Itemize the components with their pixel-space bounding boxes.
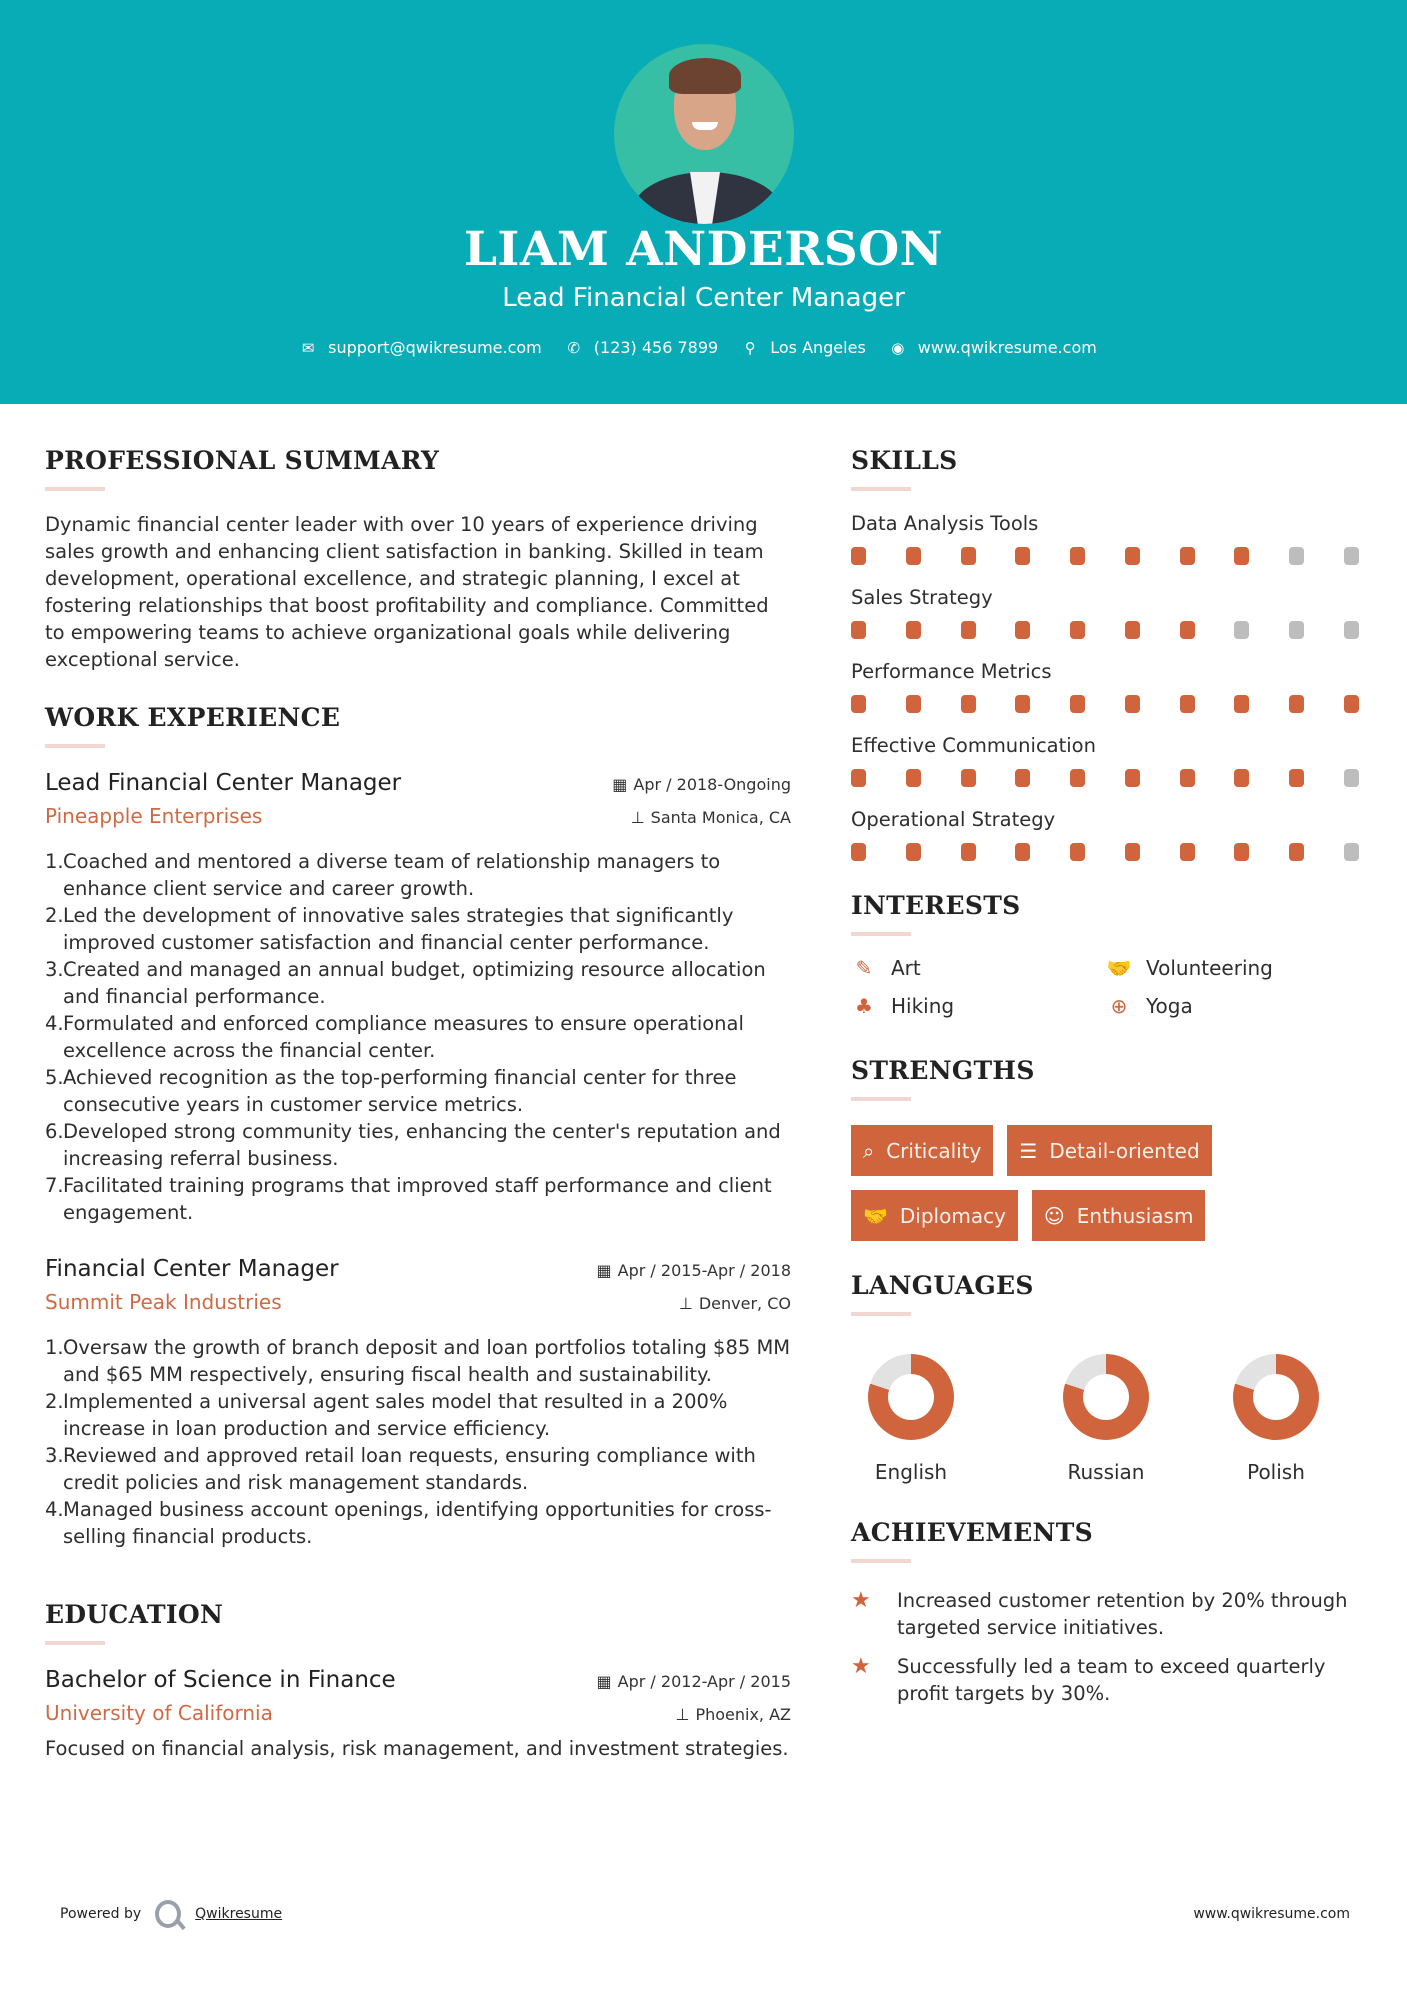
interests-list — [851, 956, 1366, 1018]
heading-underline — [45, 744, 105, 748]
skill-item — [851, 805, 1366, 879]
rating-dot — [1070, 843, 1085, 861]
job-title: Financial Center Manager — [45, 1256, 339, 1282]
skill-item — [851, 731, 1366, 805]
rating-dot — [1289, 843, 1304, 861]
skill-name: Sales Strategy — [851, 586, 993, 609]
bullet-item: 5. Achieved recognition as the top-performing financial center for three consecutive years in customer service metrics. — [45, 1066, 737, 1116]
heading-underline — [851, 1559, 911, 1563]
skills-section — [851, 446, 1366, 879]
rating-dot — [851, 695, 866, 713]
rating-dot — [1234, 843, 1249, 861]
right-column — [851, 446, 1366, 1719]
skill-name: Operational Strategy — [851, 808, 1056, 831]
globe-icon: ◉ — [891, 338, 905, 357]
footer-website[interactable]: www.qwikresume.com — [1193, 1906, 1350, 1922]
section-heading-skills: SKILLS — [851, 446, 958, 475]
envelope-icon: ✉ — [301, 338, 315, 357]
smile-icon: ☺ — [1043, 1203, 1065, 1228]
heading-underline — [45, 487, 105, 491]
bullet-item: 6. Developed strong community ties, enhancing the center's reputation and increasing referral business. — [45, 1120, 781, 1170]
section-heading-summary: PROFESSIONAL SUMMARY — [45, 446, 440, 475]
shooting-star-icon: ★ — [851, 1588, 871, 1613]
rating-dot — [906, 695, 921, 713]
map-marker-icon: ⚲ — [744, 338, 756, 357]
section-heading-languages: LANGUAGES — [851, 1271, 1034, 1300]
language-donut-chart — [1233, 1354, 1319, 1440]
section-heading-achievements: ACHIEVEMENTS — [851, 1518, 1093, 1547]
interest-item: 🤝 Volunteering — [1106, 956, 1273, 980]
bullet-item: 4. Managed business account openings, identifying opportunities for cross-selling financial products. — [45, 1498, 772, 1548]
language-item: Polish — [1191, 1354, 1361, 1484]
rating-dot — [1015, 769, 1030, 787]
skill-rating-dots — [851, 539, 1359, 583]
website-text: www.qwikresume.com — [917, 338, 1097, 357]
rating-dot — [1015, 621, 1030, 639]
rating-dot — [1180, 769, 1195, 787]
rating-dot — [1234, 695, 1249, 713]
rating-dot — [1125, 695, 1140, 713]
location-text: Los Angeles — [770, 338, 866, 357]
strength-tag: ☰ Detail-oriented — [1007, 1125, 1211, 1176]
bullet-item: 7. Facilitated training programs that improved staff performance and client engagement. — [45, 1174, 772, 1224]
section-heading-interests: INTERESTS — [851, 891, 1021, 920]
bullet-item: 2. Implemented a universal agent sales model that resulted in a 200% increase in loan production and service efficiency. — [45, 1390, 728, 1440]
rating-dot — [961, 843, 976, 861]
job-entry — [45, 1256, 791, 1550]
rating-dot — [1234, 769, 1249, 787]
rating-dot — [1344, 695, 1359, 713]
powered-by — [60, 1900, 282, 1928]
heading-underline — [851, 1312, 911, 1316]
summary-section — [45, 446, 791, 673]
contact-email[interactable] — [300, 338, 542, 357]
strength-tag: ⌕ Criticality — [851, 1125, 993, 1176]
contact-website[interactable] — [890, 338, 1097, 357]
rating-dot — [1344, 621, 1359, 639]
contact-bar — [0, 338, 1407, 357]
interest-item: ♣ Hiking — [851, 994, 1106, 1018]
rating-dot — [851, 547, 866, 565]
job-dates: Apr / 2018-Ongoing — [633, 775, 791, 794]
education-location: Phoenix, AZ — [695, 1705, 791, 1724]
skill-rating-dots — [851, 835, 1359, 879]
pushpin-icon: ⊥ — [678, 1294, 693, 1313]
phone-icon: ✆ — [567, 338, 581, 357]
resume-header — [0, 0, 1407, 404]
profile-photo — [614, 44, 794, 224]
heading-underline — [851, 1097, 911, 1101]
language-donut-chart — [1063, 1354, 1149, 1440]
company-name: Summit Peak Industries — [45, 1290, 282, 1314]
phone-text: (123) 456 7899 — [593, 338, 719, 357]
calendar-icon: ▦ — [596, 1261, 612, 1280]
handshake-icon: 🤝 — [863, 1203, 888, 1228]
list-icon: ☰ — [1019, 1138, 1038, 1163]
skill-rating-dots — [851, 761, 1359, 805]
strengths-list — [851, 1125, 1351, 1241]
rating-dot — [851, 621, 866, 639]
education-section — [45, 1600, 791, 1762]
section-heading-experience: WORK EXPERIENCE — [45, 703, 341, 732]
search-icon: ⌕ — [863, 1138, 875, 1163]
paint-brush-icon: ✎ — [855, 956, 873, 980]
interests-section — [851, 891, 1366, 1018]
rating-dot — [1125, 621, 1140, 639]
skill-item — [851, 583, 1366, 657]
tree-icon: ♣ — [855, 994, 873, 1018]
job-location: Denver, CO — [698, 1294, 791, 1313]
life-ring-icon: ⊕ — [1110, 994, 1128, 1018]
rating-dot — [906, 769, 921, 787]
rating-dot — [1125, 843, 1140, 861]
languages-list — [851, 1354, 1366, 1484]
rating-dot — [1125, 547, 1140, 565]
rating-dot — [961, 621, 976, 639]
skill-name: Data Analysis Tools — [851, 512, 1039, 535]
rating-dot — [1289, 695, 1304, 713]
rating-dot — [1289, 621, 1304, 639]
rating-dot — [961, 695, 976, 713]
rating-dot — [1344, 547, 1359, 565]
rating-dot — [1234, 621, 1249, 639]
strength-tag: ☺ Enthusiasm — [1032, 1190, 1206, 1241]
experience-section — [45, 703, 791, 1550]
photo-smile — [692, 122, 718, 130]
school-name: University of California — [45, 1701, 273, 1725]
left-column — [45, 446, 791, 1762]
rating-dot — [1070, 621, 1085, 639]
education-dates: Apr / 2012-Apr / 2015 — [617, 1672, 791, 1691]
job-dates: Apr / 2015-Apr / 2018 — [617, 1261, 791, 1280]
rating-dot — [851, 843, 866, 861]
rating-dot — [1125, 769, 1140, 787]
rating-dot — [1015, 695, 1030, 713]
language-item: Russian — [1021, 1354, 1191, 1484]
interest-item: ⊕ Yoga — [1106, 994, 1361, 1018]
rating-dot — [1344, 769, 1359, 787]
achievement-item: ★ Increased customer retention by 20% through targeted service initiatives. — [851, 1588, 1348, 1639]
company-name: Pineapple Enterprises — [45, 804, 263, 828]
rating-dot — [1234, 547, 1249, 565]
achievement-item: ★ Successfully led a team to exceed quarterly profit targets by 30%. — [851, 1654, 1326, 1705]
rating-dot — [961, 547, 976, 565]
rating-dot — [961, 769, 976, 787]
handshake-icon: 🤝 — [1106, 956, 1132, 980]
candidate-name: LIAM ANDERSON — [463, 222, 944, 277]
rating-dot — [906, 843, 921, 861]
skill-item — [851, 657, 1366, 731]
education-description: Focused on financial analysis, risk management, and investment strategies. — [45, 1737, 789, 1760]
rating-dot — [1070, 695, 1085, 713]
brand-link[interactable]: Qwikresume — [195, 1906, 283, 1922]
bullet-item: 3. Created and managed an annual budget, optimizing resource allocation and financial performance. — [45, 958, 766, 1008]
rating-dot — [1180, 621, 1195, 639]
bullet-item: 4. Formulated and enforced compliance measures to ensure operational excellence across the financial center. — [45, 1012, 744, 1062]
job-bullets — [45, 1334, 791, 1550]
skill-rating-dots — [851, 613, 1359, 657]
bullet-item: 1. Coached and mentored a diverse team of relationship managers to enhance client service and career growth. — [45, 850, 721, 900]
job-bullets — [45, 848, 791, 1226]
contact-location — [742, 338, 866, 357]
summary-text: Dynamic financial center leader with over 10 years of experience driving sales growth and enhancing client satisfaction in banking. Skilled in team development, operational excellence, and strategic planning, I excel at fostering relationships that boost profitability and compliance. Committed to empowering teams to achieve organizational goals while delivering exceptional service. — [45, 513, 769, 671]
rating-dot — [1180, 695, 1195, 713]
heading-underline — [45, 1641, 105, 1645]
calendar-icon: ▦ — [612, 775, 628, 794]
pushpin-icon: ⊥ — [630, 808, 645, 827]
skills-list — [851, 509, 1366, 879]
bullet-item: 1. Oversaw the growth of branch deposit and loan portfolios totaling $85 MM and $65 MM respectively, ensuring fiscal health and sustainability. — [45, 1336, 791, 1386]
rating-dot — [1289, 769, 1304, 787]
email-text: support@qwikresume.com — [328, 338, 542, 357]
skill-name: Effective Communication — [851, 734, 1096, 757]
languages-section — [851, 1271, 1366, 1484]
job-entry — [45, 770, 791, 1226]
rating-dot — [1344, 843, 1359, 861]
rating-dot — [1289, 547, 1304, 565]
language-item: English — [851, 1354, 971, 1484]
job-title: Lead Financial Center Manager — [45, 770, 402, 796]
rating-dot — [1015, 547, 1030, 565]
heading-underline — [851, 487, 911, 491]
skill-name: Performance Metrics — [851, 660, 1052, 683]
footer — [60, 1900, 1350, 1928]
education-entry — [45, 1667, 791, 1762]
skill-rating-dots — [851, 687, 1359, 731]
calendar-icon: ▦ — [596, 1672, 612, 1691]
rating-dot — [1015, 843, 1030, 861]
qwikresume-logo-icon — [155, 1900, 181, 1928]
candidate-title: Lead Financial Center Manager — [502, 283, 905, 313]
section-heading-education: EDUCATION — [45, 1600, 224, 1629]
shooting-star-icon: ★ — [851, 1654, 871, 1679]
job-location: Santa Monica, CA — [650, 808, 791, 827]
rating-dot — [1180, 547, 1195, 565]
section-heading-strengths: STRENGTHS — [851, 1056, 1035, 1085]
rating-dot — [1070, 547, 1085, 565]
language-donut-chart — [868, 1354, 954, 1440]
rating-dot — [851, 769, 866, 787]
achievements-list — [851, 1587, 1366, 1707]
bullet-item: 2. Led the development of innovative sales strategies that significantly improved customer satisfaction and financial center performance. — [45, 904, 734, 954]
contact-phone[interactable] — [566, 338, 718, 357]
rating-dot — [1070, 769, 1085, 787]
rating-dot — [906, 621, 921, 639]
interest-item: ✎ Art — [851, 956, 1106, 980]
heading-underline — [851, 932, 911, 936]
photo-hair — [669, 58, 741, 94]
achievements-section — [851, 1518, 1366, 1707]
bullet-item: 3. Reviewed and approved retail loan requests, ensuring compliance with credit policies and risk management standards. — [45, 1444, 756, 1494]
rating-dot — [906, 547, 921, 565]
rating-dot — [1180, 843, 1195, 861]
strengths-section — [851, 1056, 1366, 1241]
pushpin-icon: ⊥ — [675, 1705, 690, 1724]
powered-by-label: Powered by — [60, 1906, 142, 1922]
strength-tag: 🤝 Diplomacy — [851, 1190, 1018, 1241]
skill-item — [851, 509, 1366, 583]
degree: Bachelor of Science in Finance — [45, 1667, 396, 1693]
